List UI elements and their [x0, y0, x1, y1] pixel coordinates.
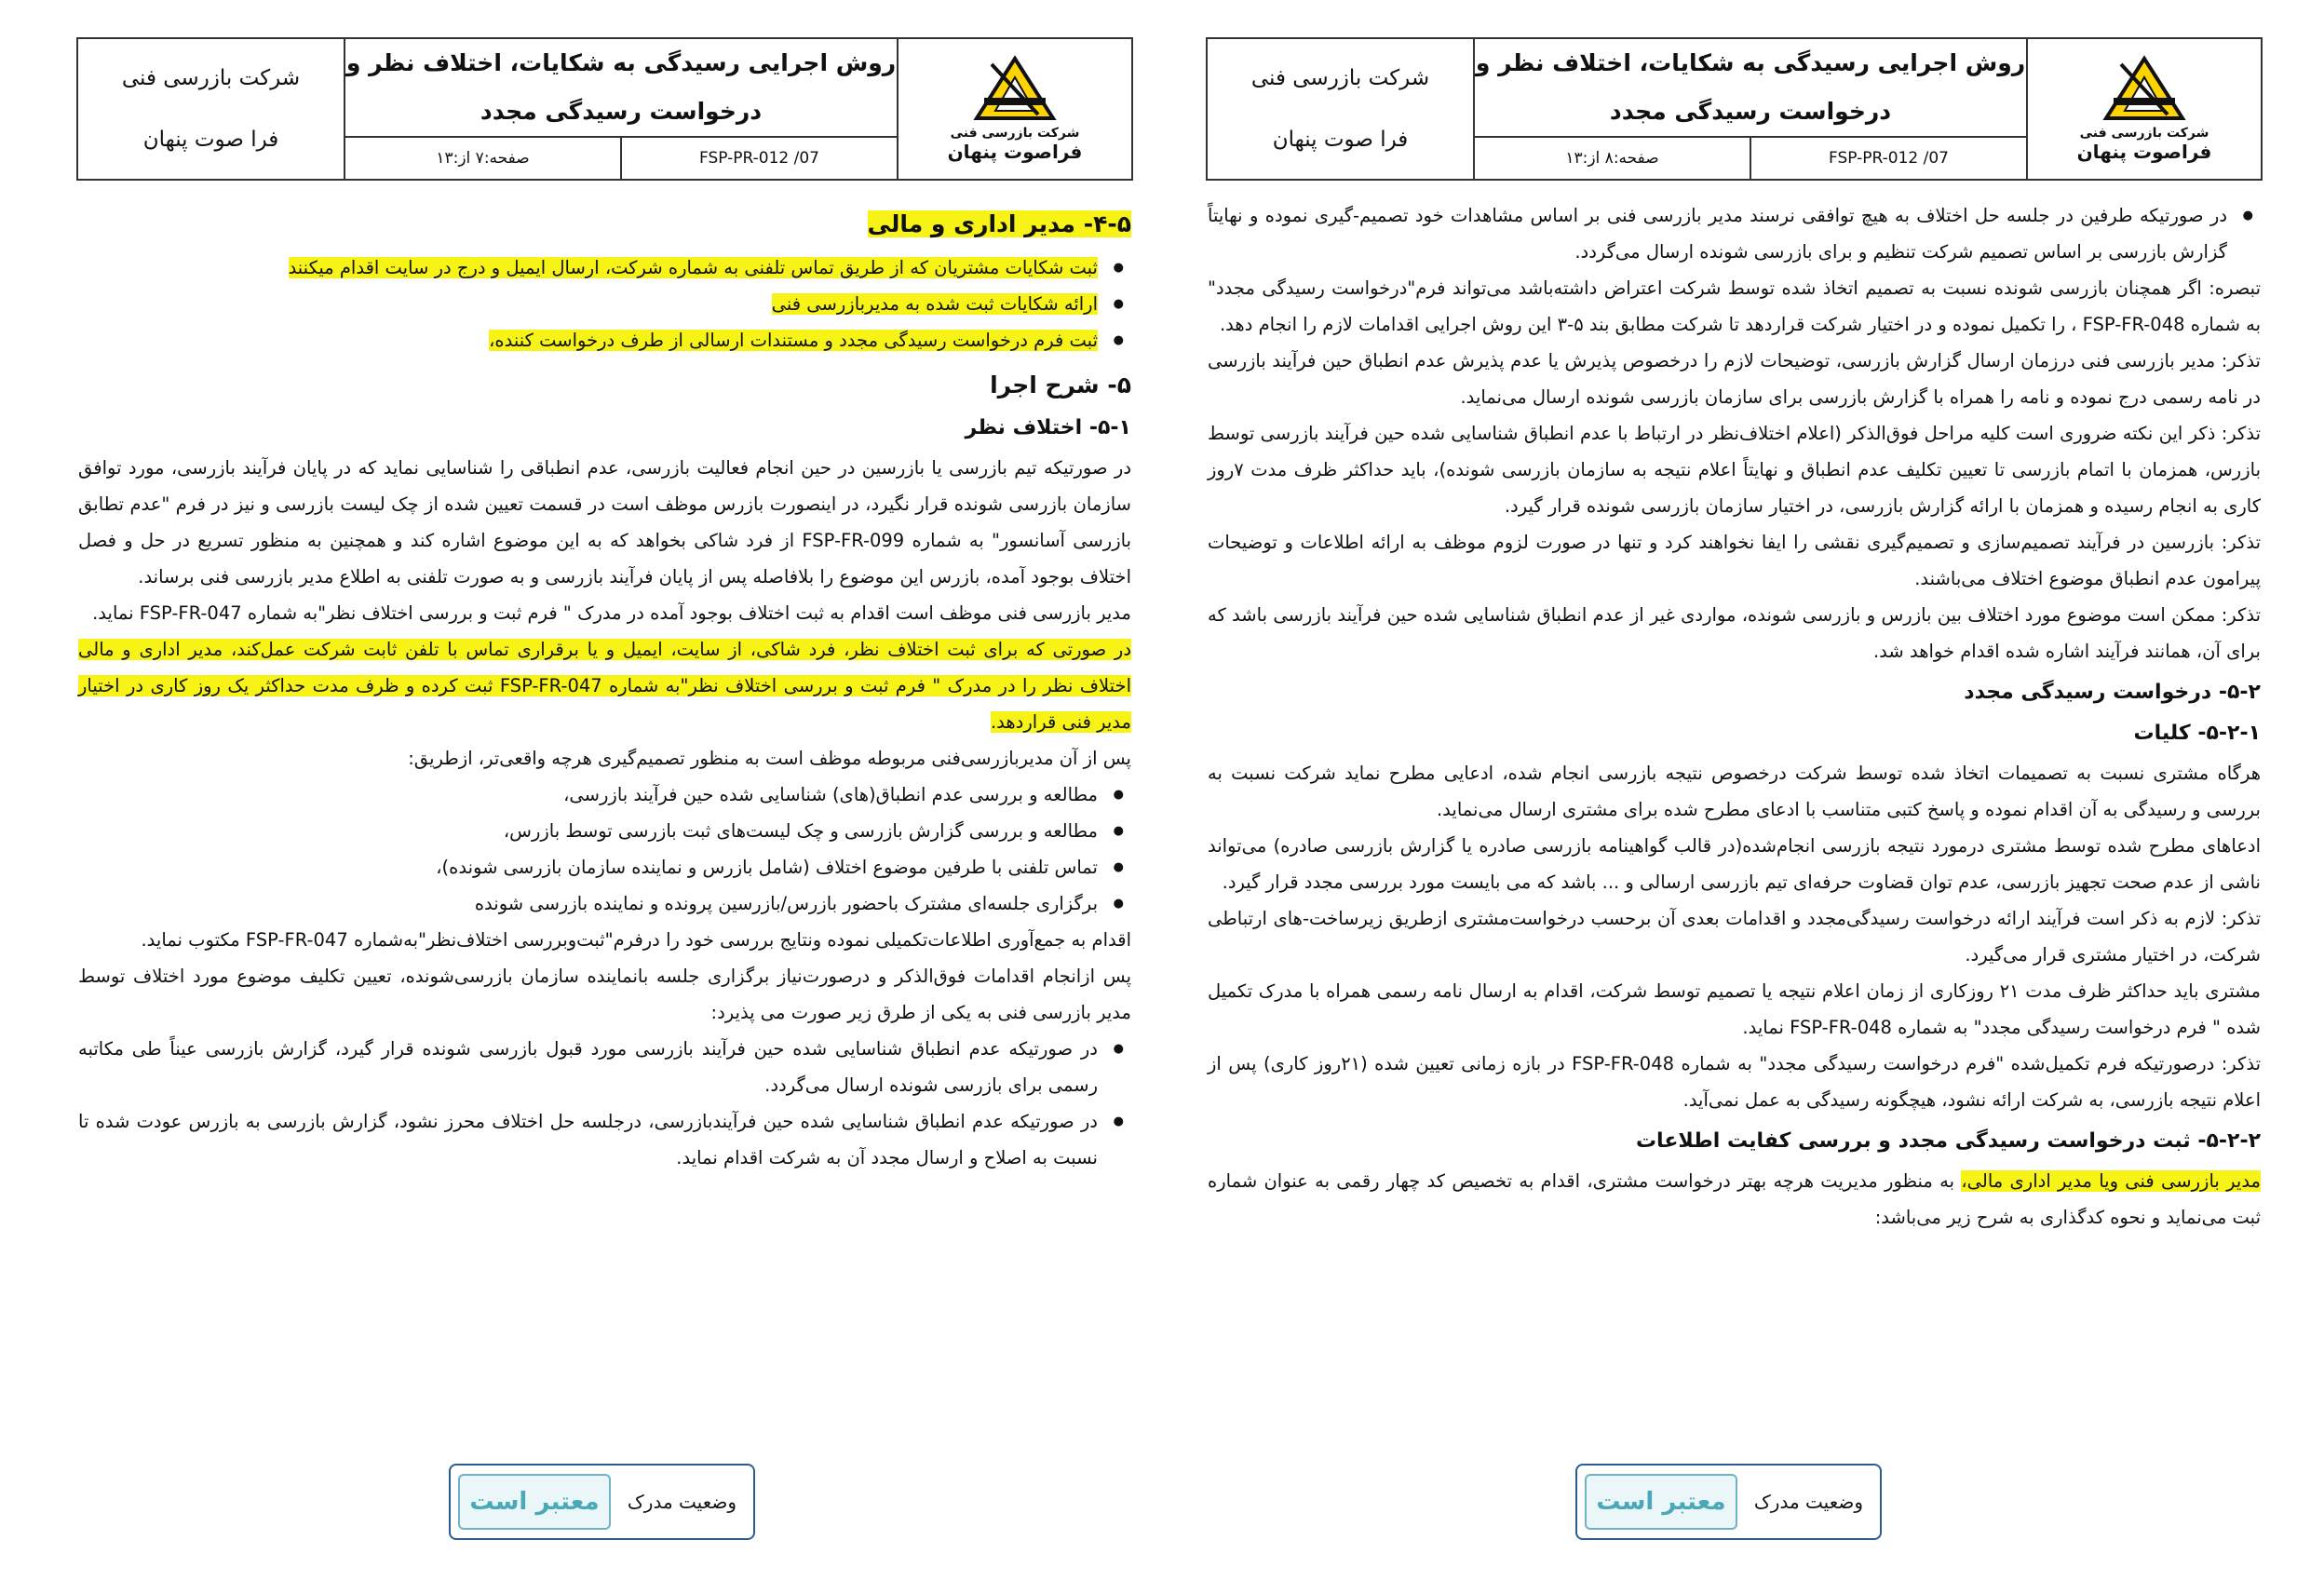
- document-code: FSP-PR-012 /07: [1750, 137, 2027, 180]
- bullet-list: [78, 1031, 1131, 1176]
- note-paragraph: تذکر: بازرسین در فرآیند تصمیم‌سازی و تصمیم‌گیری نقشی را ایفا نخواهند کرد و تنها در صورت لزوم موظف به ارائه اطلاعات و توضیحات پیرامون عدم انطباق موضوع اختلاف می‌باشند.: [1208, 532, 2261, 589]
- company-triangle-logo-icon: [2102, 55, 2186, 122]
- section-heading-5-2-1: ۵-۲-۱- کلیات: [2133, 722, 2261, 745]
- document-page-7: [76, 37, 1133, 1564]
- title-line1: روش اجرایی رسیدگی به شکایات، اختلاف نظر و: [345, 49, 897, 76]
- section-heading-4-5: ۴-۵- مدیر اداری و مالی: [867, 210, 1131, 237]
- list-item: ● مطالعه و بررسی گزارش بازرسی و چک لیست‌های ثبت بازرسی توسط بازرس،: [78, 813, 1098, 849]
- page-number: صفحه:۸ از:۱۳: [1474, 137, 1750, 180]
- section-heading-5-2: ۵-۲- درخواست رسیدگی مجدد: [1964, 681, 2261, 704]
- list-item: ● در صورتیکه عدم انطباق شناسایی شده حین فرآیند بازرسی مورد قبول بازرسی شونده قرار گیرد، گزارش بازرسی عیناً طی مکاتبه رسمی برای بازرسی شونده ارسال می‌گردد.: [78, 1031, 1098, 1103]
- page-body: [1206, 181, 2263, 1236]
- logo-text-line1: شرکت بازرسی فنی: [2079, 126, 2209, 141]
- paragraph: هرگاه مشتری نسبت به تصمیمات اتخاذ شده توسط شرکت درخصوص نتیجه بازرسی انجام شده، ادعایی مطرح نماید شرکت نسبت به بررسی و رسیدگی به آن اقدام نموده و پاسخ کتبی متناسب با ادعای مطرح شده برای مشتری ارسال می‌نماید.: [1208, 763, 2261, 820]
- list-item: ● مطالعه و بررسی عدم انطباق(های) شناسایی شده حین فرآیند بازرسی،: [78, 777, 1098, 813]
- bullet-list: [1208, 197, 2261, 270]
- logo-cell: [2027, 38, 2262, 180]
- paragraph: اقدام به جمع‌آوری اطلاعات‌تکمیلی نموده ونتایج بررسی خود را درفرم"ثبت‌وبررسی اختلاف‌نظر"به‌شماره FSP-FR-047 مکتوب نماید.: [141, 929, 1131, 951]
- highlighted-paragraph: در صورتی که برای ثبت اختلاف نظر، فرد شاکی، از سایت، ایمیل و یا برقراری تماس با تلفن ثابت شرکت عمل‌کند، مدیر اداری و مالی اختلاف نظر را در مدرک " فرم ثبت و بررسی اختلاف نظر"به شماره FSP-FR-047 ثبت کرده و ظرف مدت حداکثر یک روز کاری در اختیار مدیر فنی قراردهد.: [78, 639, 1131, 733]
- company-name-line1: شرکت بازرسی فنی: [1250, 66, 1430, 90]
- company-triangle-logo-icon: [973, 55, 1057, 122]
- list-item: ● ارائه شکایات ثبت شده به مدیربازرسی فنی: [78, 286, 1098, 322]
- document-status-box: [449, 1464, 755, 1540]
- document-status-label: وضعیت مدرک: [627, 1491, 736, 1513]
- paragraph: مشتری باید حداکثر ظرف مدت ۲۱ روزکاری از زمان اعلام نتیجه یا تصمیم توسط شرکت، اقدام به ارسال نامه رسمی همراه با مدرک تکمیل شده " فرم درخواست رسیدگی مجدد" به شماره FSP-FR-048 نماید.: [1208, 980, 2262, 1038]
- company-name-cell: [1207, 38, 1474, 180]
- company-name-line2: فرا صوت پنهان: [1272, 128, 1409, 152]
- title-line2: درخواست رسیدگی مجدد: [480, 98, 763, 125]
- list-item: ● در صورتیکه عدم انطباق شناسایی شده حین فرآیندبازرسی، درجلسه حل اختلاف محرز نشود، گزارش بازرسی به بازرس عودت شده تا نسبت به اصلاح و ارسال مجدد آن به شرکت اقدام نماید.: [78, 1103, 1098, 1176]
- logo-text-line2: فراصوت پنهان: [2076, 141, 2212, 163]
- note-paragraph: تذکر: مدیر بازرسی فنی درزمان ارسال گزارش بازرسی، توضیحات لازم را درخصوص پذیرش یا عدم پذیرش عدم انطباق حین فرآیند بازرسی در نامه رسمی درج نموده و نامه را همراه با گزارش بازرسی برای سازمان بازرسی شونده ارسال می‌نماید.: [1208, 350, 2261, 408]
- logo-text-line2: فراصوت پنهان: [947, 141, 1083, 163]
- document-page-8: [1206, 37, 2263, 1564]
- page-number: صفحه:۷ از:۱۳: [345, 137, 621, 180]
- paragraph: ادعاهای مطرح شده توسط مشتری درمورد نتیجه بازرسی انجام‌شده(در قالب گواهینامه بازرسی صادره یا گزارش بازرسی صادره) می‌تواند ناشی از عدم صحت تجهیز بازرسی، عدم توان قضاوت حرفه‌ای تیم بازرسی ارسالی و ... باشد که می بایست مورد بررسی مجدد قرار گیرد.: [1208, 835, 2261, 893]
- bullet-list: [78, 250, 1131, 358]
- company-name-line1: شرکت بازرسی فنی: [121, 66, 301, 90]
- note-paragraph: تذکر: ممکن است موضوع مورد اختلاف بین بازرس و بازرسی شونده، مواردی غیر از عدم انطباق شناسایی شده حین فرآیند بازرسی باشد که برای آن، همانند فرآیند اشاره شده اقدام خواهد شد.: [1208, 604, 2261, 662]
- section-heading-5-1: ۵-۱- اختلاف نظر: [965, 416, 1131, 439]
- section-heading-5-2-2: ۵-۲-۲- ثبت درخواست رسیدگی مجدد و بررسی کفایت اطلاعات: [1635, 1129, 2261, 1153]
- document-code: FSP-PR-012 /07: [621, 137, 898, 180]
- paragraph: در صورتیکه تیم بازرسی یا بازرسین در حین انجام فعالیت بازرسی، عدم انطباقی را شناسایی نماید که در پایان فرآیند بازرسی، مورد توافق سازمان بازرسی شونده قرار نگیرد، در اینصورت بازرس موظف است در قسمت تعیین شده از چک لیست بازرسی و نیز در فرم "عدم تطابق بازرسی آسانسور" به شماره FSP-FR-099 از فرد شاکی بخواهد که به این موضوع اشاره کند و همچنین به منظور تسریع در حل و فصل اختلاف بوجود آمده، بازرس این موضوع را بلافاصله پس از پایان فرآیند بازرسی و به صورت تلفنی به اطلاع مدیر بازرسی فنی برساند.: [78, 457, 1132, 588]
- paragraph: مدیر بازرسی فنی موظف است اقدام به ثبت اختلاف بوجود آمده در مدرک " فرم ثبت و بررسی اختلاف نظر"به شماره FSP-FR-047 نماید.: [92, 602, 1131, 624]
- page-header: [76, 37, 1133, 181]
- title-line1: روش اجرایی رسیدگی به شکایات، اختلاف نظر و: [1475, 49, 2026, 76]
- document-title: [345, 38, 898, 137]
- page-body: [76, 181, 1133, 1176]
- paragraph: تذکر: درصورتیکه فرم تکمیل‌شده "فرم درخواست رسیدگی مجدد" به شماره FSP-FR-048 در بازه زمانی تعیین شده (۲۱روز کاری) پس از اعلام نتیجه بازرسی، به شرکت ارائه نشود، هیچگونه رسیدگی به عمل نمی‌آید.: [1208, 1053, 2262, 1111]
- bullet-list: [78, 777, 1131, 922]
- section-heading-5: ۵- شرح اجرا: [990, 371, 1131, 398]
- page-header: [1206, 37, 2263, 181]
- list-item: ● ثبت فرم درخواست رسیدگی مجدد و مستندات ارسالی از طرف درخواست کننده،: [78, 322, 1098, 358]
- company-logo: [899, 49, 1131, 169]
- paragraph: پس ازانجام اقدامات فوق‌الذکر و درصورت‌نیاز برگزاری جلسه بانماینده سازمان بازرسی‌شونده، تعیین تکلیف موضوع مورد اختلاف توسط مدیر بازرسی فنی به یکی از طرق زیر صورت می پذیرد:: [78, 966, 1131, 1023]
- company-logo: [2028, 49, 2261, 169]
- note-paragraph: تذکر: ذکر این نکته ضروری است کلیه مراحل فوق‌الذکر (اعلام اختلاف‌نظر در ارتباط با عدم انطباق شناسایی شده حین فرآیند بازرسی توسط بازرس، همزمان با اتمام بازرسی تا تعیین تکلیف عدم انطباق و نهایتاً اعلام نتیجه به سازمان بازرسی شونده)، باید حداکثر ظرف مدت ۷روز کاری به انجام رسیده و همزمان با ارائه گزارش بازرسی، در اختیار سازمان بازرسی شونده قرار گیرد.: [1208, 423, 2261, 517]
- document-status-label: وضعیت مدرک: [1753, 1491, 1863, 1513]
- valid-stamp: معتبر است: [1585, 1474, 1737, 1530]
- list-item: ● برگزاری جلسه‌ای مشترک باحضور بازرس/بازرسین پرونده و نماینده بازرسی شونده: [78, 885, 1098, 922]
- document-status-box: [1575, 1464, 1882, 1540]
- company-name-line2: فرا صوت پنهان: [142, 128, 279, 152]
- list-item: ● تماس تلفنی با طرفین موضوع اختلاف (شامل بازرس و نماینده سازمان بازرسی شونده)،: [78, 849, 1098, 885]
- list-item: ● ثبت شکایات مشتریان که از طریق تماس تلفنی به شماره شرکت، ارسال ایمیل و درج در سایت اقدام میکنند: [78, 250, 1098, 286]
- logo-cell: [898, 38, 1132, 180]
- paragraph: مدیر بازرسی فنی ویا مدیر اداری مالی، به منظور مدیریت هرچه بهتر درخواست مشتری، اقدام به تخصیص کد چهار رقمی به عنوان شماره ثبت می‌نماید و نحوه کدگذاری به شرح زیر می‌باشد:: [1208, 1170, 2262, 1228]
- valid-stamp: معتبر است: [458, 1474, 611, 1530]
- paragraph: پس از آن مدیربازرسی‌فنی مربوطه موظف است به منظور تصمیم‌گیری هرچه واقعی‌تر، ازطریق:: [408, 748, 1131, 769]
- title-line2: درخواست رسیدگی مجدد: [1609, 98, 1892, 125]
- note-paragraph: تبصره: اگر همچنان بازرسی شونده نسبت به تصمیم اتخاذ شده توسط شرکت اعتراض داشته‌باشد می‌تواند فرم"درخواست رسیدگی مجدد" به شماره FSP-FR-048 ، را تکمیل نموده و در اختیار شرکت قراردهد تا شرکت مطابق بند ۵-۳ این روش اجرایی اقدامات لازم را انجام دهد.: [1208, 277, 2261, 335]
- company-name-cell: [77, 38, 345, 180]
- paragraph: تذکر: لازم به ذکر است فرآیند ارائه درخواست رسیدگی‌مجدد و اقدامات بعدی آن برحسب درخواست‌مشتری ازطریق زیرساخت-های ارتباطی شرکت، در اختیار مشتری قرار می‌گیرد.: [1208, 908, 2261, 966]
- document-title: [1474, 38, 2027, 137]
- list-item: ● در صورتیکه طرفین در جلسه حل اختلاف به هیچ توافقی نرسند مدیر بازرسی فنی بر اساس مشاهدات خود تصمیم-گیری نموده و نهایتاً گزارش بازرسی بر اساس تصمیم شرکت تنظیم و برای بازرسی شونده ارسال می‌گردد.: [1208, 197, 2227, 270]
- logo-text-line1: شرکت بازرسی فنی: [950, 126, 1080, 141]
